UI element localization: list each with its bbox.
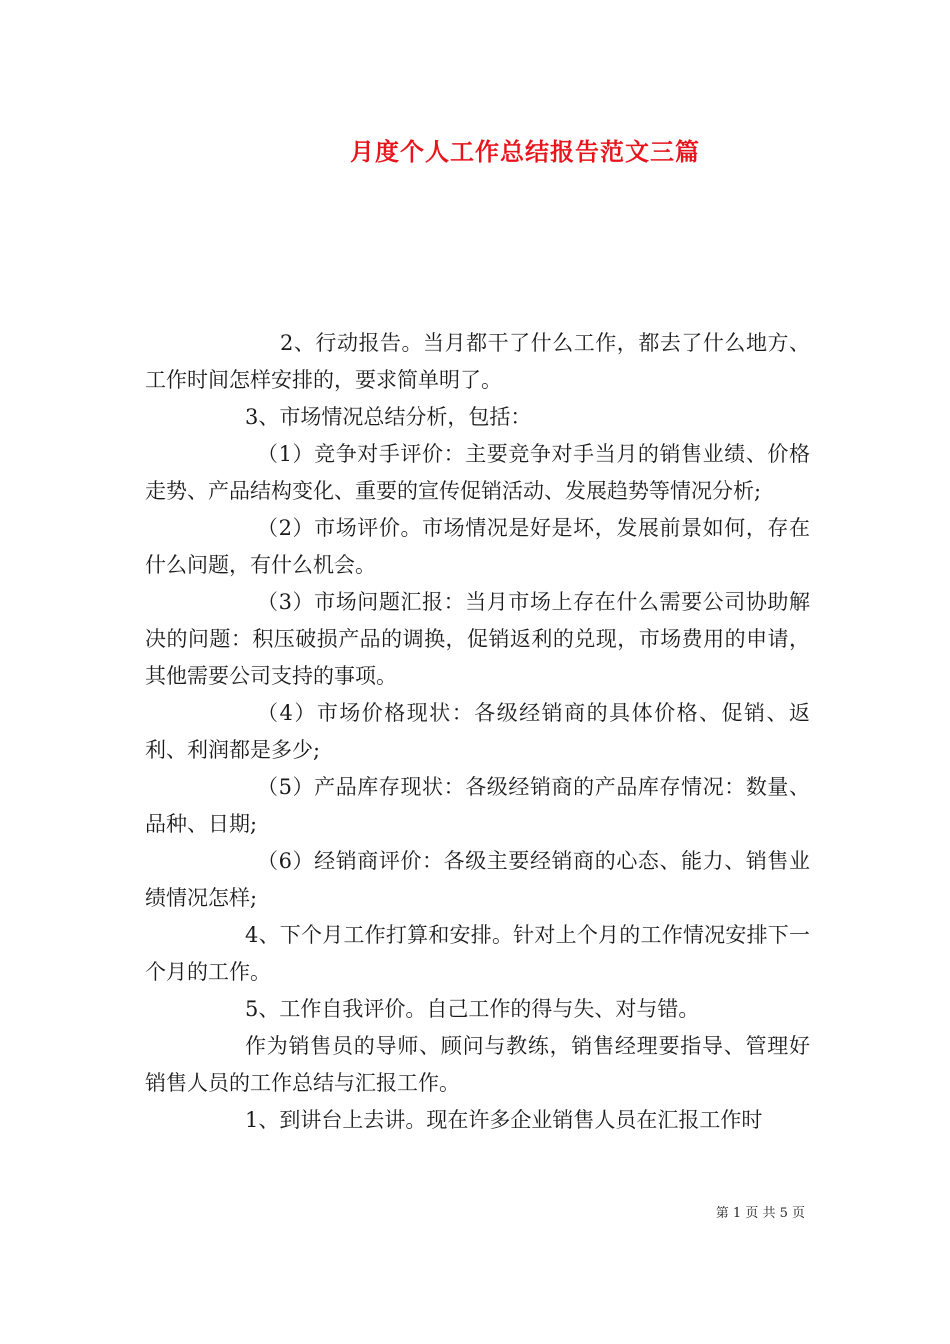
paragraph: （5）产品库存现状：各级经销商的产品库存情况：数量、品种、日期; — [145, 775, 810, 836]
document-title: 月度个人工作总结报告范文三篇 — [350, 138, 700, 166]
paragraph: 2、行动报告。当月都干了什么工作，都去了什么地方、工作时间怎样安排的，要求简单明了。 — [145, 331, 810, 392]
page-number-footer: 第 1 页 共 5 页 — [715, 1206, 805, 1221]
paragraph: 3、市场情况总结分析，包括： — [245, 405, 532, 429]
paragraph: （2）市场评价。市场情况是好是坏，发展前景如何，存在什么问题，有什么机会。 — [145, 516, 810, 577]
paragraph: （4）市场价格现状：各级经销商的具体价格、促销、返利、利润都是多少; — [145, 701, 810, 762]
document-body — [145, 325, 810, 1139]
paragraph: （6）经销商评价：各级主要经销商的心态、能力、销售业绩情况怎样; — [145, 849, 810, 910]
paragraph: 作为销售员的导师、顾问与教练，销售经理要指导、管理好销售人员的工作总结与汇报工作。 — [145, 1034, 810, 1095]
paragraph: 5、工作自我评价。自己工作的得与失、对与错。 — [245, 997, 700, 1021]
paragraph: （3）市场问题汇报：当月市场上存在什么需要公司协助解决的问题：积压破损产品的调换，促销返利的兑现，市场费用的申请，其他需要公司支持的事项。 — [145, 590, 810, 688]
paragraph: （1）竞争对手评价：主要竞争对手当月的销售业绩、价格走势、产品结构变化、重要的宣传促销活动、发展趋势等情况分析; — [145, 442, 810, 503]
paragraph: 4、下个月工作打算和安排。针对上个月的工作情况安排下一个月的工作。 — [145, 923, 810, 984]
paragraph: 1、到讲台上去讲。现在许多企业销售人员在汇报工作时 — [245, 1108, 763, 1132]
